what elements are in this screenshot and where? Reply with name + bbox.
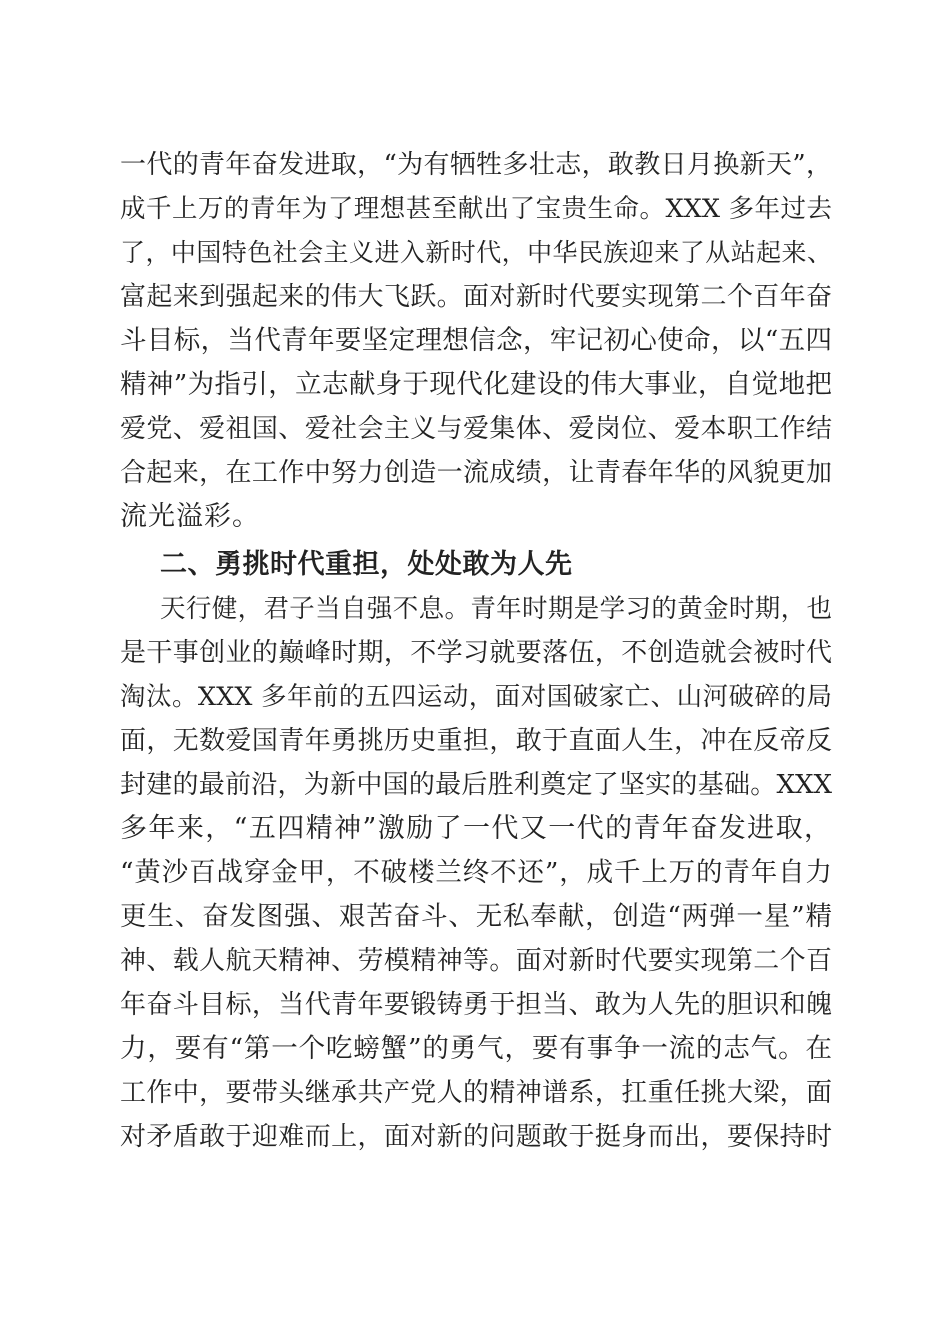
text-line: 天行健，君子当自强不息。青年时期是学习的黄金时期，也	[160, 594, 832, 624]
text-line: 淘汰。XXX 多年前的五四运动，面对国破家亡、山河破碎的局	[120, 682, 832, 712]
section-heading: 二、勇挑时代重担，处处敢为人先	[160, 549, 573, 580]
text-line: 了，中国特色社会主义进入新时代，中华民族迎来了从站起来、	[120, 238, 832, 267]
text-line: 合起来，在工作中努力创造一流成绩，让青春年华的风貌更加	[120, 458, 832, 488]
text-line: 斗目标，当代青年要坚定理想信念，牢记初心使命，以“五四	[120, 325, 832, 356]
text-line: 是干事创业的巅峰时期，不学习就要落伍，不创造就会被时代	[120, 638, 832, 668]
text-line: 神、载人航天精神、劳模精神等。面对新时代要实现第二个百	[120, 946, 832, 976]
text-line: 工作中，要带头继承共产党人的精神谱系，扛重任挑大梁，面	[120, 1078, 832, 1108]
text-line: “黄沙百战穿金甲，不破楼兰终不还”，成千上万的青年自力	[120, 857, 832, 888]
text-line: 流光溢彩。	[120, 501, 260, 532]
text-line: 爱党、爱祖国、爱社会主义与爱集体、爱岗位、爱本职工作结	[120, 414, 832, 444]
text-line: 多年来，“五四精神”激励了一代又一代的青年奋发进取，	[120, 813, 832, 844]
text-line: 成千上万的青年为了理想甚至献出了宝贵生命。XXX 多年过去	[120, 194, 832, 224]
text-line: 封建的最前沿，为新中国的最后胜利奠定了坚实的基础。XXX	[120, 770, 832, 800]
text-line: 力，要有“第一个吃螃蟹”的勇气，要有事争一流的志气。在	[120, 1033, 832, 1064]
text-line: 一代的青年奋发进取，“为有牺牲多壮志，敢教日月换新天”，	[120, 150, 832, 180]
text-line: 年奋斗目标，当代青年要锻铸勇于担当、敢为人先的胆识和魄	[120, 990, 832, 1020]
text-line: 对矛盾敢于迎难而上，面对新的问题敢于挺身而出，要保持时	[120, 1122, 832, 1152]
text-line: 精神”为指引，立志献身于现代化建设的伟大事业，自觉地把	[120, 369, 832, 400]
text-line: 更生、奋发图强、艰苦奋斗、无私奉献，创造“两弹一星”精	[120, 901, 832, 932]
text-line: 富起来到强起来的伟大飞跃。面对新时代要实现第二个百年奋	[120, 282, 832, 312]
text-line: 面，无数爱国青年勇挑历史重担，敢于直面人生，冲在反帝反	[120, 726, 832, 756]
